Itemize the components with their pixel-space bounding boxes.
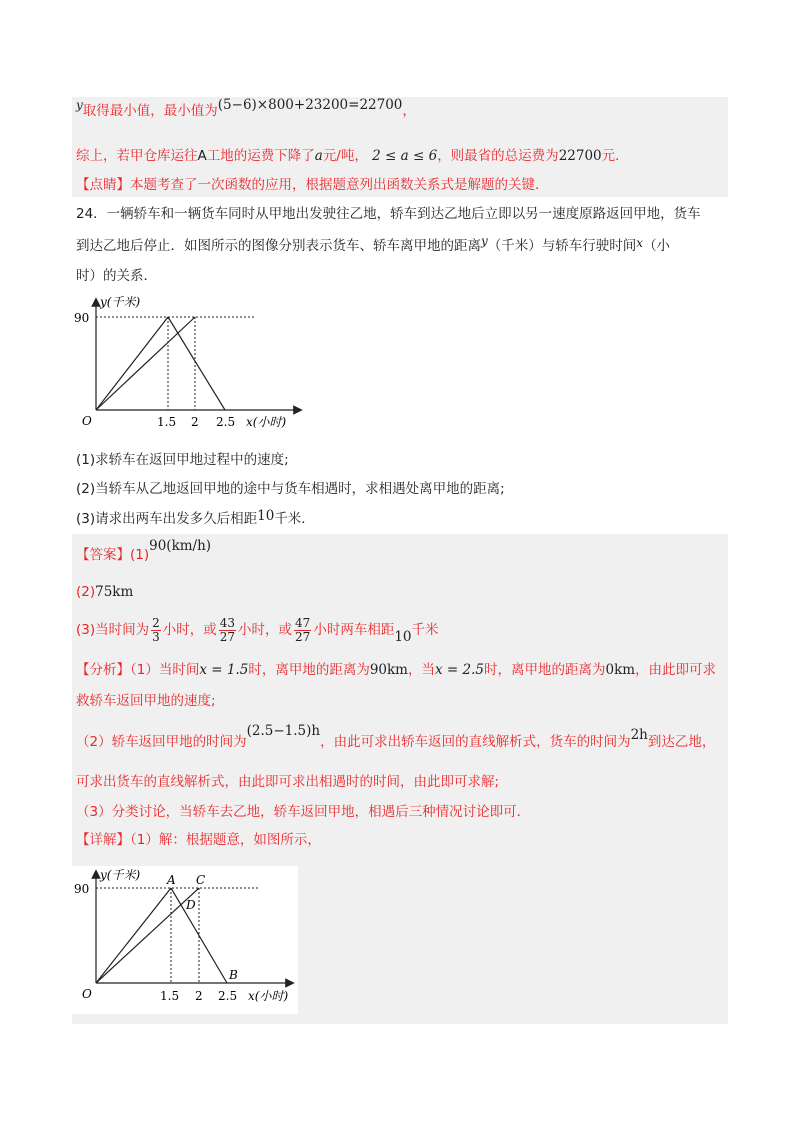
fraction-43-27: $\frac{43}{27}$ (219, 615, 236, 644)
y-axis-label: y(千米) (100, 868, 141, 882)
x-axis-label: x(小时) (246, 415, 287, 429)
conclusion-line: 综上，若甲仓库运往A工地的运费下降了a元/吨， 2 ≤ a ≤ 6，则最省的总运费为22700元． (76, 148, 629, 164)
x-tick-1-5: 1.5 (157, 415, 177, 429)
x-tick-1-5: 1.5 (160, 989, 180, 1003)
sub-question-3: (3)请求出两车出发多久后相距10千米． (76, 508, 315, 527)
question-line-2: 到达乙地后停止．如图所示的图像分别表示货车、轿车离甲地的距离y（千米）与轿车行驶时间x（小 (76, 234, 671, 254)
truck-line (96, 317, 195, 410)
point-D-label: D (186, 898, 196, 912)
graph-2 (72, 866, 298, 1014)
graph-1 (70, 292, 310, 442)
fraction-47-27: $\frac{47}{27}$ (295, 615, 311, 644)
y-tick-90: 90 (74, 882, 90, 896)
detail-tag: 【详解】 (76, 832, 130, 848)
var-y: y (76, 98, 83, 112)
min-expression: (5−6)×800+23200=22700 (217, 97, 403, 113)
fraction-2-3: $\frac{2}{3}$ (152, 615, 160, 644)
point-C-label: C (196, 873, 206, 887)
detail-line: 【详解】（1）解：根据题意，如图所示， (76, 832, 321, 848)
sub-question-1: (1)求轿车在返回甲地过程中的速度; (76, 452, 289, 468)
analysis-line-5: （3）分类讨论，当轿车去乙地，轿车返回甲地，相遇后三种情况讨论即可． (76, 804, 531, 820)
analysis-tag: 【分析】 (76, 662, 130, 678)
analysis-line-1: 【分析】（1）当时间x = 1.5时，离甲地的距离为90km，当x = 2.5时，离甲地的距离为0km，由此即可求 (76, 662, 717, 678)
answer-tag: 【答案】 (76, 547, 130, 563)
car-line-return (168, 317, 225, 410)
analysis-line-2: 救轿车返回甲地的速度; (76, 693, 216, 709)
question-line-1: 24．一辆轿车和一辆货车同时从甲地出发驶往乙地，轿车到达乙地后立即以另一速度原路返回甲地，货车 (76, 206, 701, 222)
min-value-line: y取得最小值，最小值为(5−6)×800+23200=22700， (76, 97, 416, 119)
question-line-3: 时）的关系． (76, 268, 157, 284)
car-line-out (96, 317, 168, 410)
answer-line-3: (3)当时间为 $\frac{2}{3}$ 小时，或 $\frac{43}{27}$ 小时，或 $\frac{47}{27}$ 小时两车相距10千米 (76, 615, 439, 645)
x-axis-label: x(小时) (248, 989, 289, 1003)
comment-tag: 【点睛】 (76, 177, 130, 193)
car-line-out (96, 888, 171, 983)
y-axis-label: y(千米) (100, 295, 141, 309)
point-B-label: B (229, 968, 238, 982)
x-tick-2: 2 (195, 989, 203, 1003)
truck-line (96, 888, 199, 983)
comment-line: 【点睛】本题考查了一次函数的应用，根据题意列出函数关系式是解题的关键． (76, 177, 549, 193)
sub-question-2: (2)当轿车从乙地返回甲地的途中与货车相遇时，求相遇处离甲地的距离; (76, 481, 505, 497)
y-tick-90: 90 (74, 311, 90, 325)
answer-line-1: 【答案】(1)90(km/h) (76, 538, 212, 563)
analysis-line-4: 可求出货车的直线解析式，由此即可求出相遇时的时间，由此即可求解; (76, 774, 500, 790)
x-tick-2: 2 (191, 415, 199, 429)
point-A-label: A (167, 873, 176, 887)
analysis-line-3: （2）轿车返回甲地的时间为(2.5−1.5)h，由此可求出轿车返回的直线解析式，货车的时间为2h到达乙地， (76, 723, 716, 750)
origin-label: O (82, 987, 92, 1001)
x-tick-2-5: 2.5 (216, 415, 236, 429)
answer-line-2: (2)75km (76, 584, 134, 600)
x-tick-2-5: 2.5 (218, 989, 238, 1003)
origin-label: O (82, 414, 92, 428)
